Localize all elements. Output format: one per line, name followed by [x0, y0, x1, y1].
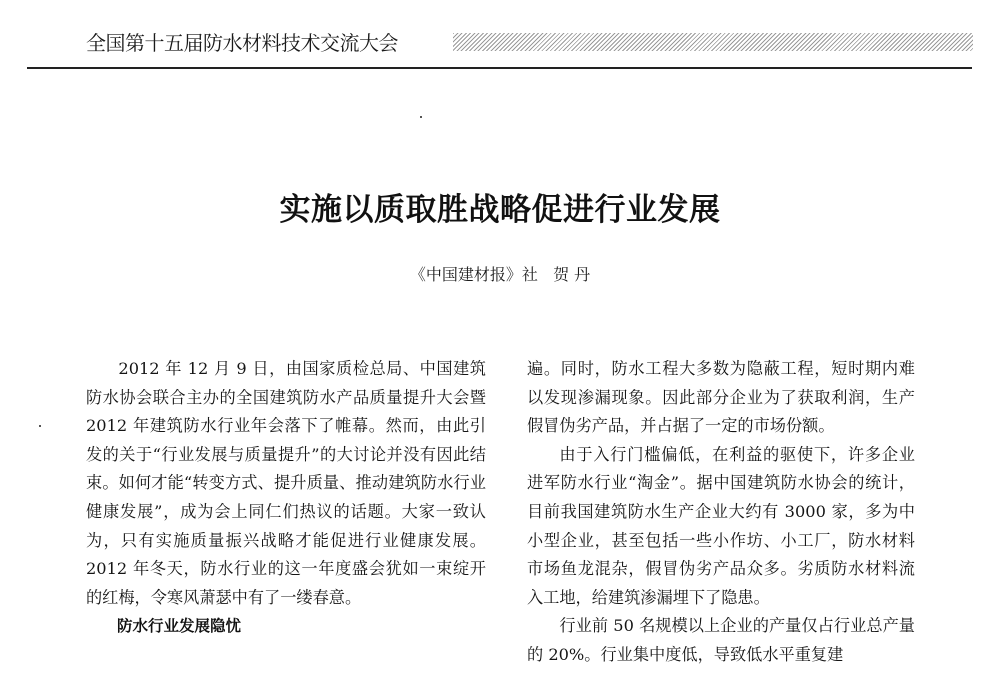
right-column — [527, 355, 915, 670]
header-divider — [27, 67, 972, 69]
body-paragraph: 行业前 50 名规模以上企业的产量仅占行业总产量的 20%。行业集中度低，导致低水平重复建 — [527, 616, 915, 664]
body-paragraph: 遍。同时，防水工程大多数为隐蔽工程，短时期内难以发现渗漏现象。因此部分企业为了获取利润，生产假冒伪劣产品，并占据了一定的市场份额。 — [527, 359, 915, 436]
header-hatched-band — [453, 33, 973, 51]
scan-speck — [39, 425, 41, 427]
scan-speck — [420, 116, 422, 118]
article-byline: 《中国建材报》社 贺 丹 — [409, 265, 591, 284]
article-title: 实施以质取胜战略促进行业发展 — [279, 192, 721, 228]
body-paragraph: 2012 年 12 月 9 日，由国家质检总局、中国建筑防水协会联合主办的全国建筑防水产品质量提升大会暨 2012 年建筑防水行业年会落下了帷幕。然而，由此引发的关于“行业发展与质量提升”的大讨论并没有因此结束。如何才能“转变方式、提升质量、推动建筑防水行业健康发展”，成为会上同仁们热议的话题。大家一致认为，只有实施质量振兴战略才能促进行业健康发展。2012 年冬天，防水行业的这一年度盛会犹如一束绽开的红梅，令寒风萧瑟中有了一缕春意。 — [86, 359, 486, 607]
left-column — [86, 355, 486, 641]
body-paragraph: 由于入行门槛偏低，在利益的驱使下，许多企业进军防水行业“淘金”。据中国建筑防水协会的统计，目前我国建筑防水生产企业大约有 3000 家，多为中小型企业，甚至包括一些小作坊、小工厂，防水材料市场鱼龙混杂，假冒伪劣产品众多。劣质防水材料流入工地，给建筑渗漏埋下了隐患。 — [527, 444, 915, 607]
running-header-title: 全国第十五届防水材料技术交流大会 — [86, 31, 398, 55]
section-heading: 防水行业发展隐忧 — [117, 617, 242, 636]
